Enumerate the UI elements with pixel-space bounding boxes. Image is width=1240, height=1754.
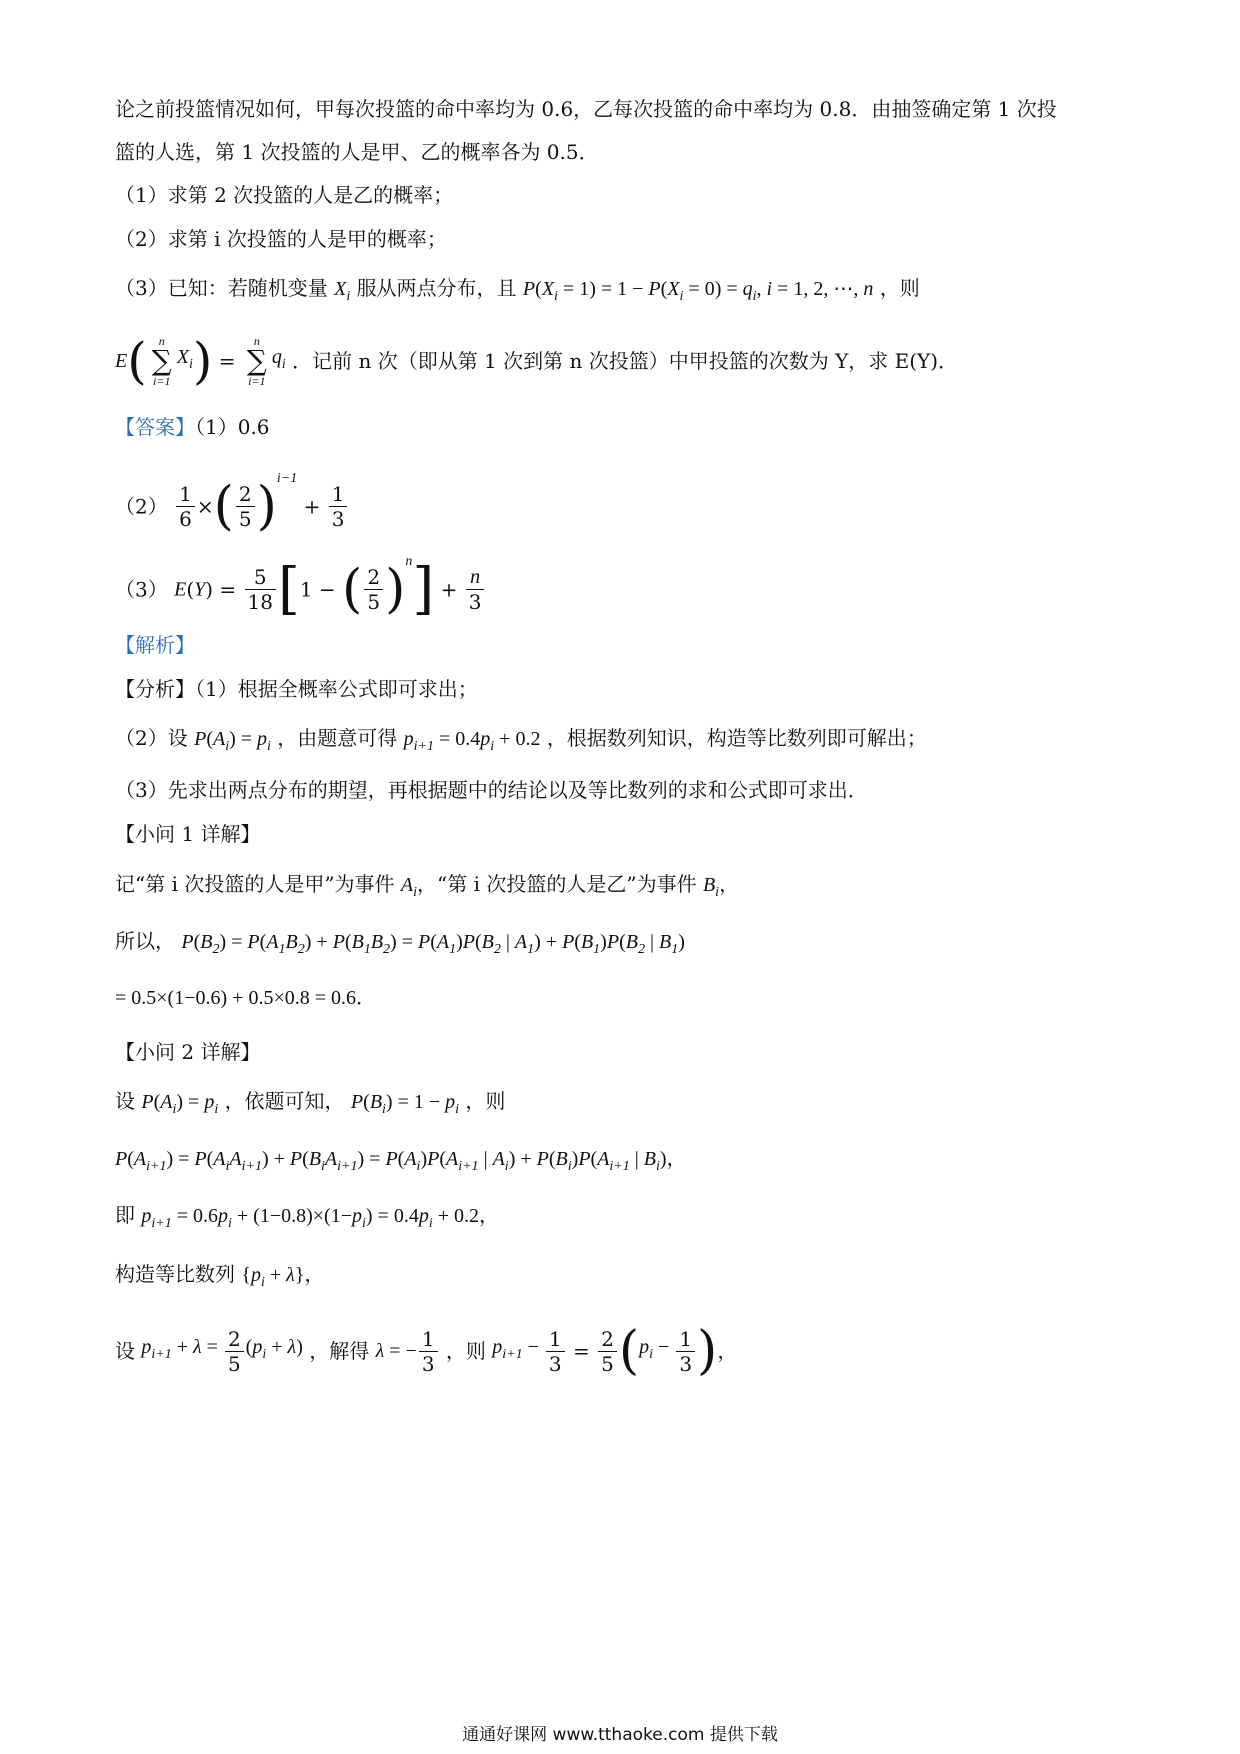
part1-line-1: 记“第 i 次投篮的人是甲”为事件 $A_i$，“第 i 次投篮的人是乙”为事件 $B_i$，	[115, 872, 740, 900]
part2-s5-mid: ，解得	[309, 1339, 370, 1363]
answer-3-label: （3）	[115, 577, 168, 602]
part2-s4-prefix: 构造等比数列	[115, 1262, 235, 1286]
intro-line-1: 论之前投篮情况如何，甲每次投篮的命中率均为 0.6，乙每次投篮的命中率均为 0.8．由抽签确定第 1 次投	[115, 97, 1057, 121]
analysis-line-1	[115, 675, 478, 703]
answer-1: （1）0.6	[195, 415, 270, 439]
part2-heading: 【小问 2 详解】	[115, 1040, 261, 1064]
footer-watermark: 通通好课网 www.tthaoke.com 提供下载	[462, 1725, 778, 1745]
part1-line-3: = 0.5×(1−0.6) + 0.5×0.8 = 0.6．	[115, 987, 376, 1009]
question-1: （1）求第 2 次投篮的人是乙的概率；	[115, 183, 454, 207]
part2-line-4: 构造等比数列 $\{p_i + \lambda\}$，	[115, 1262, 325, 1290]
q3-prefix: （3）已知：若随机变量	[115, 276, 328, 300]
question-3-line-1: （3）已知：若随机变量 $X_i$ 服从两点分布，且 $P(X_i = 1) = 1 - P(X_i = 0) = q_i$, i = 1, 2, ⋯, n ，则	[115, 276, 920, 304]
answer-tag: 【答案】	[115, 415, 195, 439]
analysis-line-2: （2）设 $P(A_i) = p_i$ ，由题意可得 $p_{i+1} = 0.4p_i + 0.2$ ，根据数列知识，构造等比数列即可解出；	[115, 726, 927, 754]
answer-line-1	[115, 413, 270, 441]
q3-end: ，则	[879, 276, 920, 300]
part1-line-2: 所以， $P(B_2) = P(A_1B_2) + P(B_1B_2) = P(A_1)P(B_2$ | $A_1) + P(B_1)P(B_2$ | $B_1$)	[115, 929, 685, 957]
part2-line-5: 设 $p_{i+1} + \lambda$ = $\frac{2}{5}$ $(p_i + \lambda)$ ，解得 λ = − $\frac{1}{3}$ ，则 $p_{i+1}$ − $\frac{1}{3}$ = $\frac{2}{5}$ ($p_i$ − $\frac{1}{3}$ )，	[115, 1321, 738, 1381]
part2-line-2: $P(A_{i+1}) = P(A_iA_{i+1}) + P(B_iA_{i+1}) = P(A_i)P(A_{i+1}$ | $A_i) + P(B_i)P(A_{i+1}$ | $B_i$)，	[115, 1148, 687, 1174]
part2-s5-prefix: 设	[115, 1339, 135, 1363]
intro-line-2: 篮的人选，第 1 次投篮的人是甲、乙的概率各为 0.5．	[115, 140, 599, 164]
part2-s1-mid: ，依题可知，	[224, 1089, 345, 1113]
part2-s3-prefix: 即	[115, 1203, 135, 1227]
analysis-p1: （1）根据全概率公式即可求出；	[195, 677, 478, 701]
part2-line-3: 即 $p_{i+1} = 0.6p_i + (1-0.8)\times(1-p_i) = 0.4p_i + 0.2$，	[115, 1203, 499, 1231]
question-3-line-2: E( n ∑ i=1 $X_i$) = n ∑ i=1 $q_i$ ．记前 n 次（即从第 1 次到第 n 次投篮）中甲投篮的次数为 Y，求 E(Y)．	[115, 332, 959, 390]
answer-line-3: （3） E(Y) = $\frac{5}{18}$ [1 − ( $\frac{2}{5}$ )$^n$] + $\frac{n}{3}$	[115, 548, 486, 618]
question-2: （2）求第 i 次投篮的人是甲的概率；	[115, 227, 447, 251]
analysis-p2-end: ，根据数列知识，构造等比数列即可解出；	[546, 726, 927, 750]
answer-2-label: （2）	[115, 494, 168, 519]
q3-mid: 服从两点分布，且	[356, 276, 517, 300]
part1-heading: 【小问 1 详解】	[115, 822, 261, 846]
q3-tail: ．记前 n 次（即从第 1 次到第 n 次投篮）中甲投篮的次数为 Y，求 E(Y)．	[292, 349, 959, 373]
analysis-line-3: （3）先求出两点分布的期望，再根据题中的结论以及等比数列的求和公式即可求出．	[115, 778, 868, 802]
analysis-p2-prefix: （2）设	[115, 726, 188, 750]
analysis-tag: 【解析】	[115, 633, 195, 657]
analysis-p2-mid: ，由题意可得	[277, 726, 398, 750]
answer-line-2: （2） $\frac{1}{6}$ ×( $\frac{2}{5}$ )$^{i-1}$ + $\frac{1}{3}$	[115, 465, 349, 525]
part2-s5-mid2: ，则	[445, 1339, 486, 1363]
part2-s1-prefix: 设	[115, 1089, 135, 1113]
analysis-head: 【分析】	[115, 677, 195, 701]
part2-line-1: 设 $P(A_i) = p_i$ ，依题可知， $P(B_i) = 1 - p_i$ ，则	[115, 1089, 506, 1117]
part1-s2-prefix: 所以，	[115, 929, 175, 953]
part2-s1-end: ，则	[465, 1089, 506, 1113]
